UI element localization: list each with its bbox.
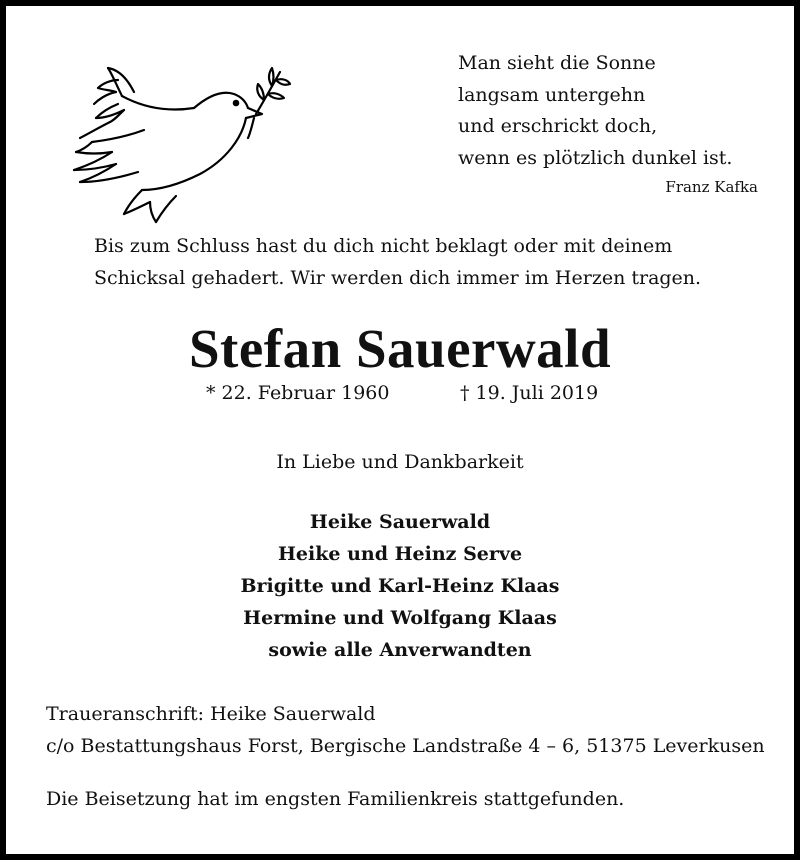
funeral-note: Die Beisetzung hat im engsten Familienkreis stattgefunden. — [46, 788, 625, 810]
mourner-name: sowie alle Anverwandten — [268, 639, 532, 661]
mourning-address — [46, 698, 765, 762]
mourner-name: Hermine und Wolfgang Klaas — [243, 607, 557, 629]
poem-line: und erschrickt doch, — [458, 115, 658, 137]
intro-line: Bis zum Schluss hast du dich nicht beklagt oder mit deinem — [94, 235, 673, 257]
mourner-name: Brigitte und Karl-Heinz Klaas — [240, 575, 560, 597]
poem-quote — [458, 48, 732, 174]
intro-line: Schicksal gehadert. Wir werden dich immer im Herzen tragen. — [94, 267, 702, 289]
death-date: † 19. Juli 2019 — [460, 382, 599, 404]
birth-date: * 22. Februar 1960 — [206, 382, 390, 404]
mourner-name: Heike und Heinz Serve — [277, 543, 523, 565]
deceased-name: Stefan Sauerwald — [188, 318, 612, 379]
poem-line: langsam untergehn — [458, 83, 646, 106]
mourner-name: Heike Sauerwald — [309, 511, 491, 533]
dove-with-olive-branch-icon — [58, 56, 294, 228]
dedication-text: In Liebe und Dankbarkeit — [276, 451, 524, 473]
mourners-list — [6, 506, 794, 666]
address-line: Traueranschrift: Heike Sauerwald — [46, 703, 376, 725]
poem-line: Man sieht die Sonne — [458, 52, 656, 74]
intro-text — [94, 230, 701, 294]
address-line: c/o Bestattungshaus Forst, Bergische Landstraße 4 – 6, 51375 Leverkusen — [46, 735, 765, 757]
poem-author: Franz Kafka — [665, 178, 758, 196]
poem-line: wenn es plötzlich dunkel ist. — [458, 146, 733, 169]
